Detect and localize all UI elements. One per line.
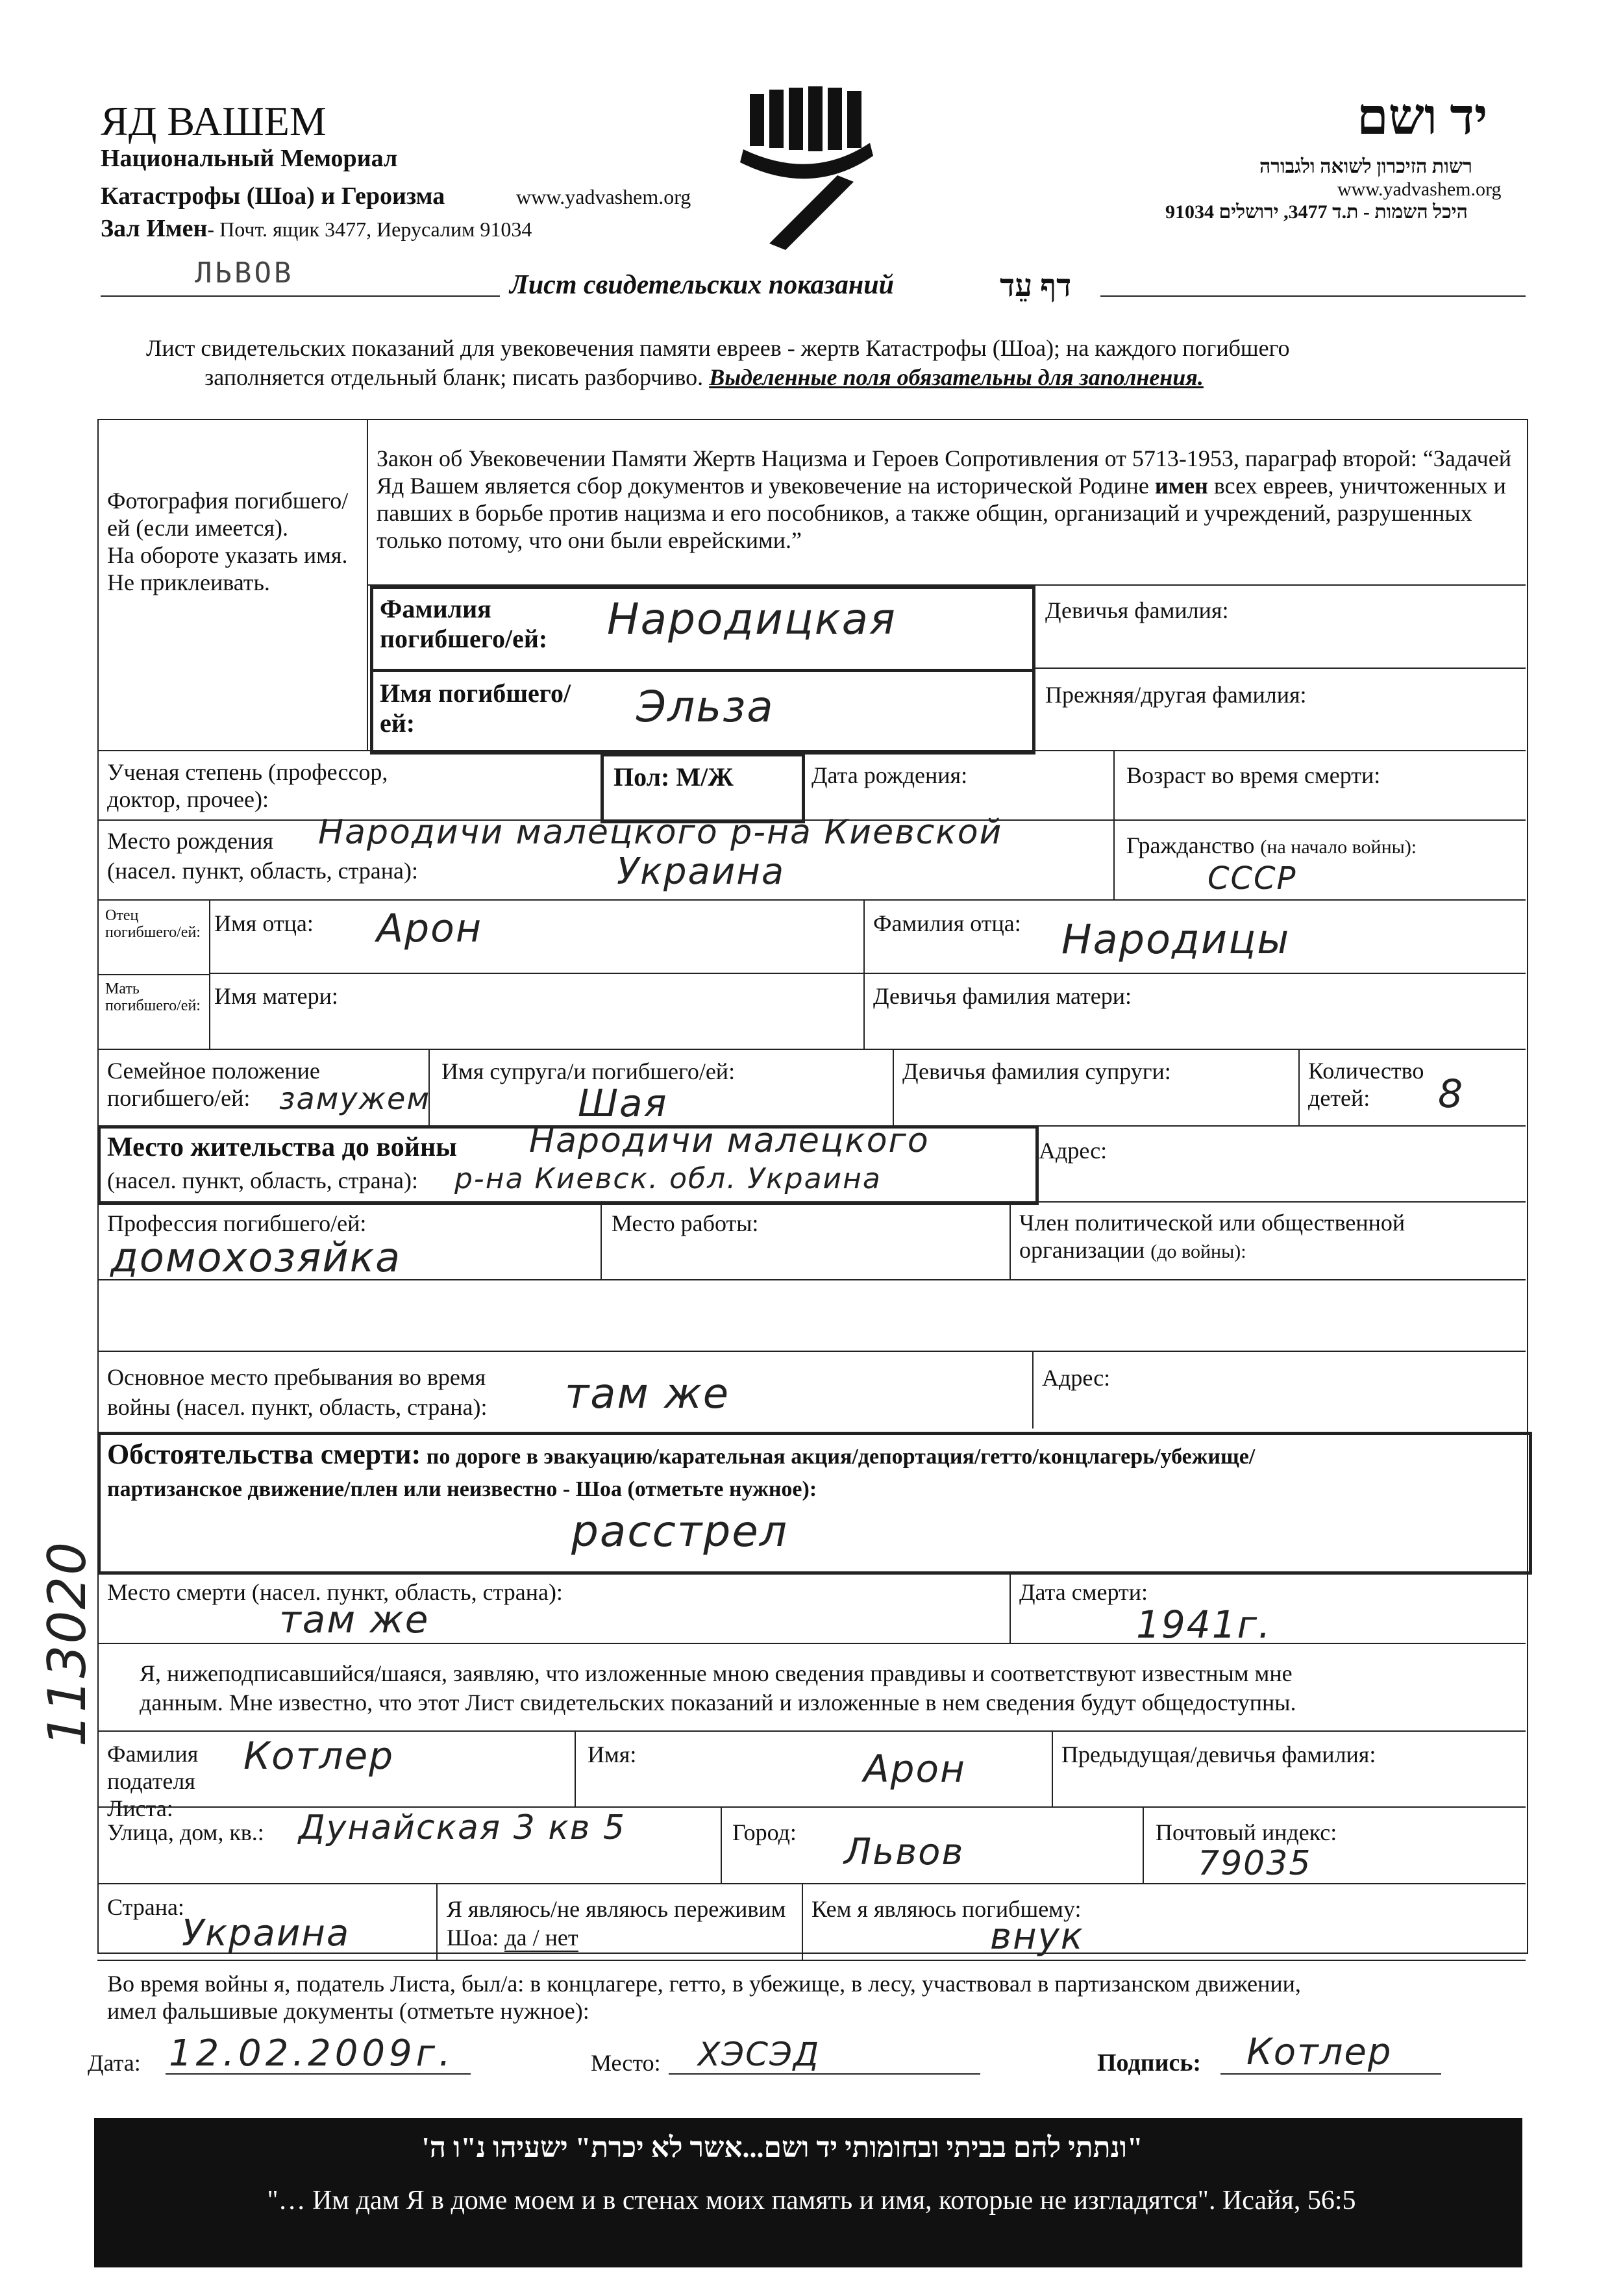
- divider-wartime-address: [1032, 1351, 1034, 1429]
- sign-rule: [1220, 2073, 1441, 2075]
- birthplace-sub: (насел. пункт, область, страна):: [107, 858, 419, 884]
- divider-father-surname: [863, 899, 865, 1049]
- member-label-text: Член политической или общественной организации: [1019, 1210, 1406, 1263]
- rule-declaration-top: [97, 1643, 1526, 1644]
- website-ru: www.yadvashem.org: [516, 185, 691, 208]
- father-surname-value[interactable]: Народицы: [1061, 916, 1291, 963]
- date-rule: [166, 2073, 471, 2075]
- father-name-label: Имя отца:: [214, 910, 314, 936]
- rule-submitter-top: [97, 1730, 1526, 1732]
- degree-label: Ученая степень (профессор, доктор, прочее):: [107, 759, 388, 812]
- sub-survivor-label: [447, 1895, 797, 1952]
- date-value[interactable]: 12.02.2009г.: [169, 2032, 454, 2075]
- rule-mother-top: [209, 973, 1526, 974]
- residence-address-label: Адрес:: [1039, 1138, 1108, 1164]
- rule-war-top: [97, 1960, 1526, 1961]
- sub-war-line1: Во время войны я, податель Листа, был/а: в концлагере, гетто, в убежище, в лесу, участвовал в партизанском движении,: [107, 1971, 1301, 1997]
- divider-age: [1113, 750, 1115, 899]
- wartime-label1: Основное место пребывания во время: [107, 1364, 486, 1390]
- sub-relation-label: Кем я являюсь погибшему:: [811, 1896, 1082, 1922]
- marital-label: Семейное положение погибшего/ей:: [107, 1058, 320, 1111]
- title-rule-right: [1100, 295, 1526, 297]
- divider-deathdate: [1009, 1571, 1011, 1643]
- photo-text3: Не приклеивать.: [107, 569, 270, 595]
- margin-number: 113020: [37, 1540, 98, 1747]
- citizenship-sub: (на начало войны):: [1260, 836, 1417, 858]
- marital-value[interactable]: замужем: [279, 1081, 431, 1116]
- father-block: Отец погибшего/ей:: [105, 907, 201, 941]
- declaration-line2: данным. Мне известно, что этот Лист свидетельских показаний и изложенные в нем сведения будут общедоступны.: [140, 1690, 1296, 1716]
- profession-value[interactable]: домохозяйка: [110, 1234, 402, 1281]
- sub-surname-value[interactable]: Котлер: [243, 1734, 395, 1778]
- rule-name-top: [1032, 668, 1526, 669]
- spouse-value[interactable]: Шая: [578, 1081, 668, 1125]
- divider-children: [1298, 1049, 1300, 1125]
- residence-value1[interactable]: Народичи малецкого: [529, 1121, 930, 1160]
- divider-survivor: [436, 1883, 438, 1960]
- death-circ-label: [107, 1438, 1516, 1506]
- sub-name-label: Имя:: [588, 1741, 637, 1767]
- death-circ-options1: по дороге в эвакуацию/карательная акция/депортация/гетто/концлагерь/убежище/: [426, 1445, 1256, 1469]
- maiden-label: Девичья фамилия:: [1045, 597, 1229, 623]
- residence-value2[interactable]: р-на Киевск. обл. Украина: [454, 1162, 882, 1195]
- name-value[interactable]: Эльза: [636, 682, 774, 732]
- divider-spouse: [428, 1049, 430, 1125]
- divider-relation: [802, 1883, 803, 1960]
- place-rule: [669, 2073, 980, 2075]
- place-value[interactable]: ХЭСЭД: [698, 2036, 821, 2073]
- sex-label[interactable]: Пол: М/Ж: [613, 762, 734, 792]
- website-he: www.yadvashem.org: [1337, 179, 1502, 200]
- rule-wartime-top: [97, 1351, 1526, 1352]
- org-line1-ru: Национальный Мемориал: [101, 145, 398, 172]
- sub-street-label: Улица, дом, кв.:: [107, 1819, 264, 1845]
- photo-text: [107, 487, 354, 596]
- divider-parent-block: [209, 899, 210, 1049]
- residence-sub: (насел. пункт, область, страна):: [107, 1167, 419, 1193]
- photo-text1: Фотография погибшего/ей (если имеется).: [107, 488, 349, 541]
- divider-member: [1009, 1201, 1011, 1279]
- rule-deathplace-top: [97, 1571, 1526, 1573]
- rule-street-top: [97, 1806, 1526, 1808]
- sub-country-value[interactable]: Украина: [182, 1912, 351, 1954]
- org-name-he: יד ושם: [1357, 88, 1488, 145]
- sub-name-value[interactable]: Арон: [863, 1747, 966, 1791]
- mother-name-label: Имя матери:: [214, 983, 338, 1009]
- citizenship-label-text: Гражданство: [1126, 832, 1255, 858]
- footer-hebrew: "ונתתי להם בביתי ובחומותי יד ושם...אשר לא יכרת" ישעיהו נ"ו ה': [421, 2132, 1143, 2164]
- sub-zip-value[interactable]: 79035: [1198, 1844, 1312, 1883]
- sub-zip-label: Почтовый индекс:: [1156, 1819, 1337, 1845]
- intro-line2: [204, 364, 1204, 391]
- residence-label-text: Место жительства до войны: [107, 1132, 457, 1162]
- sub-war-line2: имел фальшивые документы (отметьте нужное):: [107, 1998, 589, 2024]
- address-he: היכל השמות - ת.ד 3477, ירושלים 91034: [1165, 201, 1468, 223]
- wartime-label: [107, 1362, 488, 1422]
- residence-label: [107, 1131, 457, 1197]
- date-label: Дата:: [88, 2050, 141, 2076]
- wartime-label2: войны (насел. пункт, область, страна):: [107, 1394, 488, 1420]
- rule-country-top: [97, 1883, 1526, 1884]
- mother-maiden-label: Девичья фамилия матери:: [873, 983, 1132, 1009]
- death-date-value[interactable]: 1941г.: [1136, 1603, 1272, 1647]
- birthplace-value2[interactable]: Украина: [617, 851, 786, 893]
- children-label: Количество детей:: [1308, 1058, 1424, 1111]
- birthplace-label-text: Место рождения: [107, 828, 274, 854]
- intro-required: Выделенные поля обязательны для заполнения.: [709, 364, 1204, 390]
- footer-russian: "… Им дам Я в доме моем и в стенах моих память и имя, которые не изгладятся". Исайя, 56:5: [267, 2186, 1356, 2215]
- sub-city-label: Город:: [732, 1819, 797, 1845]
- death-circ-options2: партизанское движение/плен или неизвестно - Шоа (отметьте нужное):: [107, 1477, 817, 1501]
- form-title-he: דף עֵד: [1000, 269, 1072, 303]
- rule-address-top: [1032, 1125, 1526, 1127]
- law-text1: Закон об Увековечении Памяти Жертв Нацизма и Героев Сопротивления от 5713-1953, параграф второй: “Задачей Яд Вашем является сбор документов и увековечение на исторической Родине: [377, 445, 1512, 499]
- prev-surname-label: Прежняя/другая фамилия:: [1045, 682, 1307, 708]
- death-circ-value[interactable]: расстрел: [571, 1506, 789, 1556]
- sign-value[interactable]: Котлер: [1246, 2031, 1393, 2073]
- death-place-label: Место смерти (насел. пункт, область, страна):: [107, 1579, 563, 1605]
- rule-profession-top: [97, 1201, 1526, 1203]
- wartime-value[interactable]: там же: [565, 1370, 730, 1418]
- declaration-line1: Я, нижеподписавшийся/шаяся, заявляю, что изложенные мною сведения правдивы и соответствуют известным мне: [140, 1660, 1293, 1686]
- place-label: Место:: [591, 2050, 661, 2076]
- org-line2-ru: Катастрофы (Шоа) и Героизма: [101, 182, 445, 210]
- age-label: Возраст во время смерти:: [1126, 762, 1381, 788]
- wartime-address-label: Адрес:: [1042, 1365, 1111, 1391]
- archive-stamp: ЛЬВОВ: [195, 256, 294, 290]
- survivor-label-text: Я являюсь/не являюсь переживим Шоа:: [447, 1896, 786, 1951]
- divider-spouse-maiden: [893, 1049, 894, 1125]
- divider-workplace: [601, 1201, 602, 1279]
- divider-sub-prev: [1052, 1730, 1053, 1806]
- citizenship-label: [1126, 831, 1417, 862]
- hall-address: [101, 214, 532, 243]
- hall-name: Зал Имен: [101, 215, 208, 242]
- intro-line1: Лист свидетельских показаний для увековечения памяти евреев - жертв Катастрофы (Шоа); на каждого погибшего: [146, 335, 1290, 361]
- form-title: Лист свидетельских показаний: [510, 270, 894, 300]
- divider-maiden: [1032, 584, 1034, 750]
- divider-sub-name: [575, 1730, 576, 1806]
- death-date-label: Дата смерти:: [1019, 1579, 1148, 1605]
- sub-country-label: Страна:: [107, 1894, 184, 1920]
- sub-street-value[interactable]: Дунайская 3 кв 5: [299, 1808, 626, 1847]
- member-label: [1019, 1209, 1519, 1266]
- father-name-value[interactable]: Арон: [377, 906, 483, 951]
- rule-degree-top: [97, 750, 1526, 751]
- workplace-label: Место работы:: [612, 1210, 759, 1236]
- children-value[interactable]: 8: [1438, 1071, 1465, 1117]
- rule-father-top: [97, 899, 1526, 901]
- surname-label: Фамилия погибшего/ей:: [380, 594, 548, 653]
- death-circ-label-text: Обстоятельства смерти:: [107, 1438, 421, 1470]
- law-text2: всех евреев, уничтоженных и павших в борьбе против нацизма и его пособников, а также общин, организаций и учреждений, разрушенных только потому, что они были еврейскими.”: [377, 473, 1506, 553]
- profession-label: Профессия погибшего/ей:: [107, 1210, 367, 1236]
- intro-text: заполняется отдельный бланк; писать разборчиво.: [204, 364, 704, 390]
- survivor-opts[interactable]: да / нет: [504, 1925, 578, 1951]
- member-sub: (до войны):: [1150, 1241, 1246, 1262]
- org-line1-he: רשות הזיכרון לשואה ולגבורה: [1259, 156, 1472, 177]
- org-name-ru: ЯД ВАШЕМ: [101, 98, 327, 144]
- spouse-label: Имя супруга/и погибшего/ей:: [441, 1058, 736, 1084]
- photo-text2: На обороте указать имя.: [107, 542, 348, 568]
- law-bold: имен: [1154, 473, 1208, 499]
- birthdate-label: Дата рождения:: [811, 762, 968, 788]
- surname-value[interactable]: Народицкая: [607, 594, 897, 644]
- rule-marital-top: [97, 1049, 1526, 1050]
- divider-city: [721, 1806, 722, 1883]
- law-text: [377, 445, 1516, 554]
- rule-profession-bottom: [97, 1279, 1526, 1280]
- rule-mother-block: [97, 974, 209, 975]
- sign-label: Подпись:: [1097, 2049, 1202, 2077]
- spouse-maiden-label: Девичья фамилия супруги:: [902, 1058, 1171, 1084]
- sub-prev-label: Предыдущая/девичья фамилия:: [1061, 1741, 1376, 1767]
- sub-city-value[interactable]: Львов: [844, 1831, 965, 1873]
- death-place-value[interactable]: там же: [279, 1597, 430, 1641]
- address-ru: - Почт. ящик 3477, Иерусалим 91034: [207, 218, 532, 241]
- birthplace-value1[interactable]: Народичи малецкого р-на Киевской: [318, 813, 1003, 852]
- name-label: Имя погибшего/ей:: [380, 679, 571, 738]
- sub-relation-value[interactable]: внук: [990, 1915, 1084, 1958]
- sub-surname-label: Фамилия подателя Листа:: [107, 1741, 199, 1821]
- divider-zip: [1143, 1806, 1144, 1883]
- title-rule-left: [101, 295, 500, 297]
- citizenship-value[interactable]: СССР: [1208, 860, 1297, 897]
- mother-block: Мать погибшего/ей:: [105, 980, 201, 1014]
- father-surname-label: Фамилия отца:: [873, 910, 1021, 936]
- menorah-logo: [740, 84, 883, 253]
